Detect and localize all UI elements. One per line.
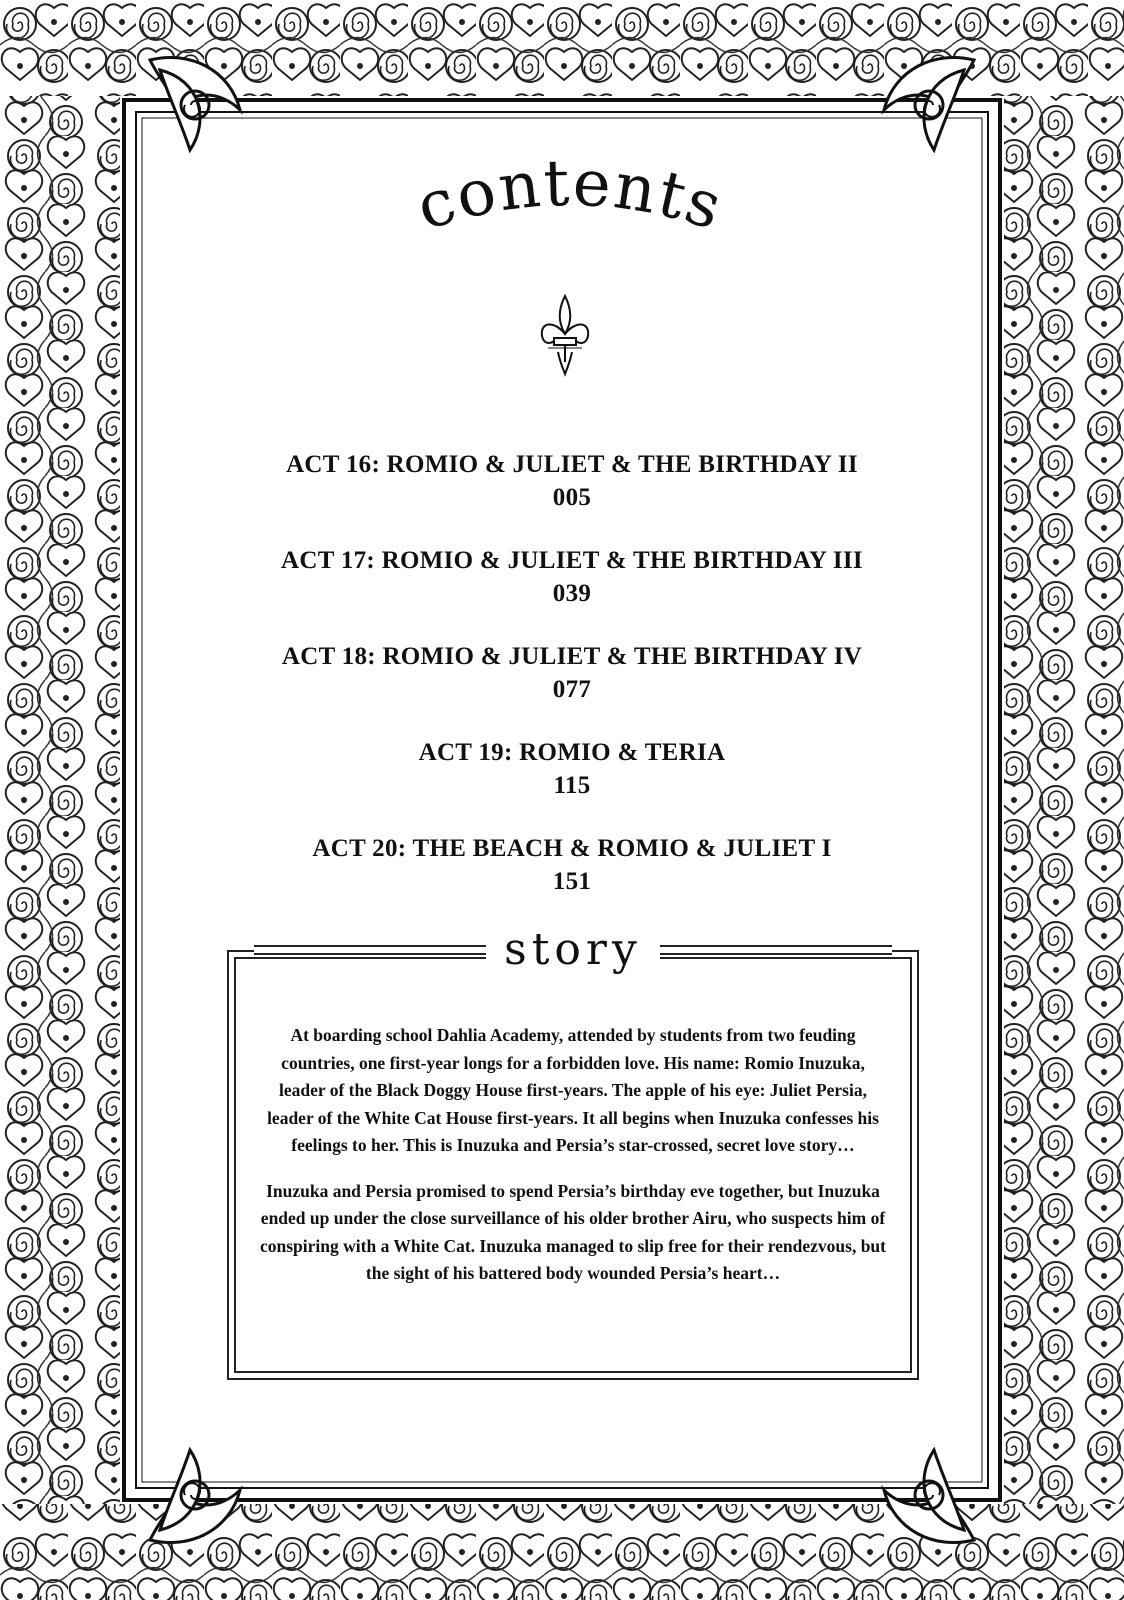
svg-text:contents <box>408 147 732 246</box>
toc-page-number: 115 <box>553 772 591 799</box>
toc-page-number: 077 <box>552 676 592 703</box>
fleur-de-lis-icon <box>536 292 594 378</box>
toc-entry[interactable] <box>160 736 984 832</box>
story-heading-rule-left <box>254 945 486 955</box>
story-heading-label: story <box>486 922 660 978</box>
contents-heading-text: contents <box>408 146 732 246</box>
toc-page-number: 151 <box>552 868 592 895</box>
toc-entry[interactable] <box>160 640 984 736</box>
story-paragraph: Inuzuka and Persia promised to spend Persia’s birthday eve together, but Inuzuka ended up under the close surveillance of his older brother Airu, who suspects him of conspiring with a White Cat. Inuzuka managed to slip free for their rendezvous, but the sight of his battered body wounded Persia’s heart… <box>260 1180 886 1283</box>
toc-title: ACT 20: THE BEACH & ROMIO & JULIET I <box>312 835 832 862</box>
story-box <box>227 924 919 1380</box>
toc-title: ACT 19: ROMIO & TERIA <box>418 739 726 766</box>
story-heading <box>227 922 919 978</box>
toc-entry[interactable] <box>160 544 984 640</box>
toc-title: ACT 18: ROMIO & JULIET & THE BIRTHDAY IV <box>281 643 863 670</box>
story-paragraph: At boarding school Dahlia Academy, attended by students from two feuding countries, one first-year longs for a forbidden love. His name: Romio Inuzuka, leader of the Black Doggy House first-years. The apple of his eye: Juliet Persia, leader of the White Cat House first-years. It all begins when Inuzuka confesses his feelings to her. This is Inuzuka and Persia’s star-crossed, secret love story… <box>267 1025 879 1155</box>
story-text <box>257 1022 889 1306</box>
contents-heading <box>380 146 760 260</box>
toc-title: ACT 17: ROMIO & JULIET & THE BIRTHDAY III <box>281 547 863 574</box>
story-heading-rule-right <box>660 945 892 955</box>
toc-entry[interactable] <box>160 448 984 544</box>
toc-title: ACT 16: ROMIO & JULIET & THE BIRTHDAY II <box>286 451 858 478</box>
toc-page-number: 039 <box>552 580 592 607</box>
toc-entry[interactable] <box>160 832 984 928</box>
table-of-contents <box>160 448 984 928</box>
toc-page-number: 005 <box>552 484 592 511</box>
